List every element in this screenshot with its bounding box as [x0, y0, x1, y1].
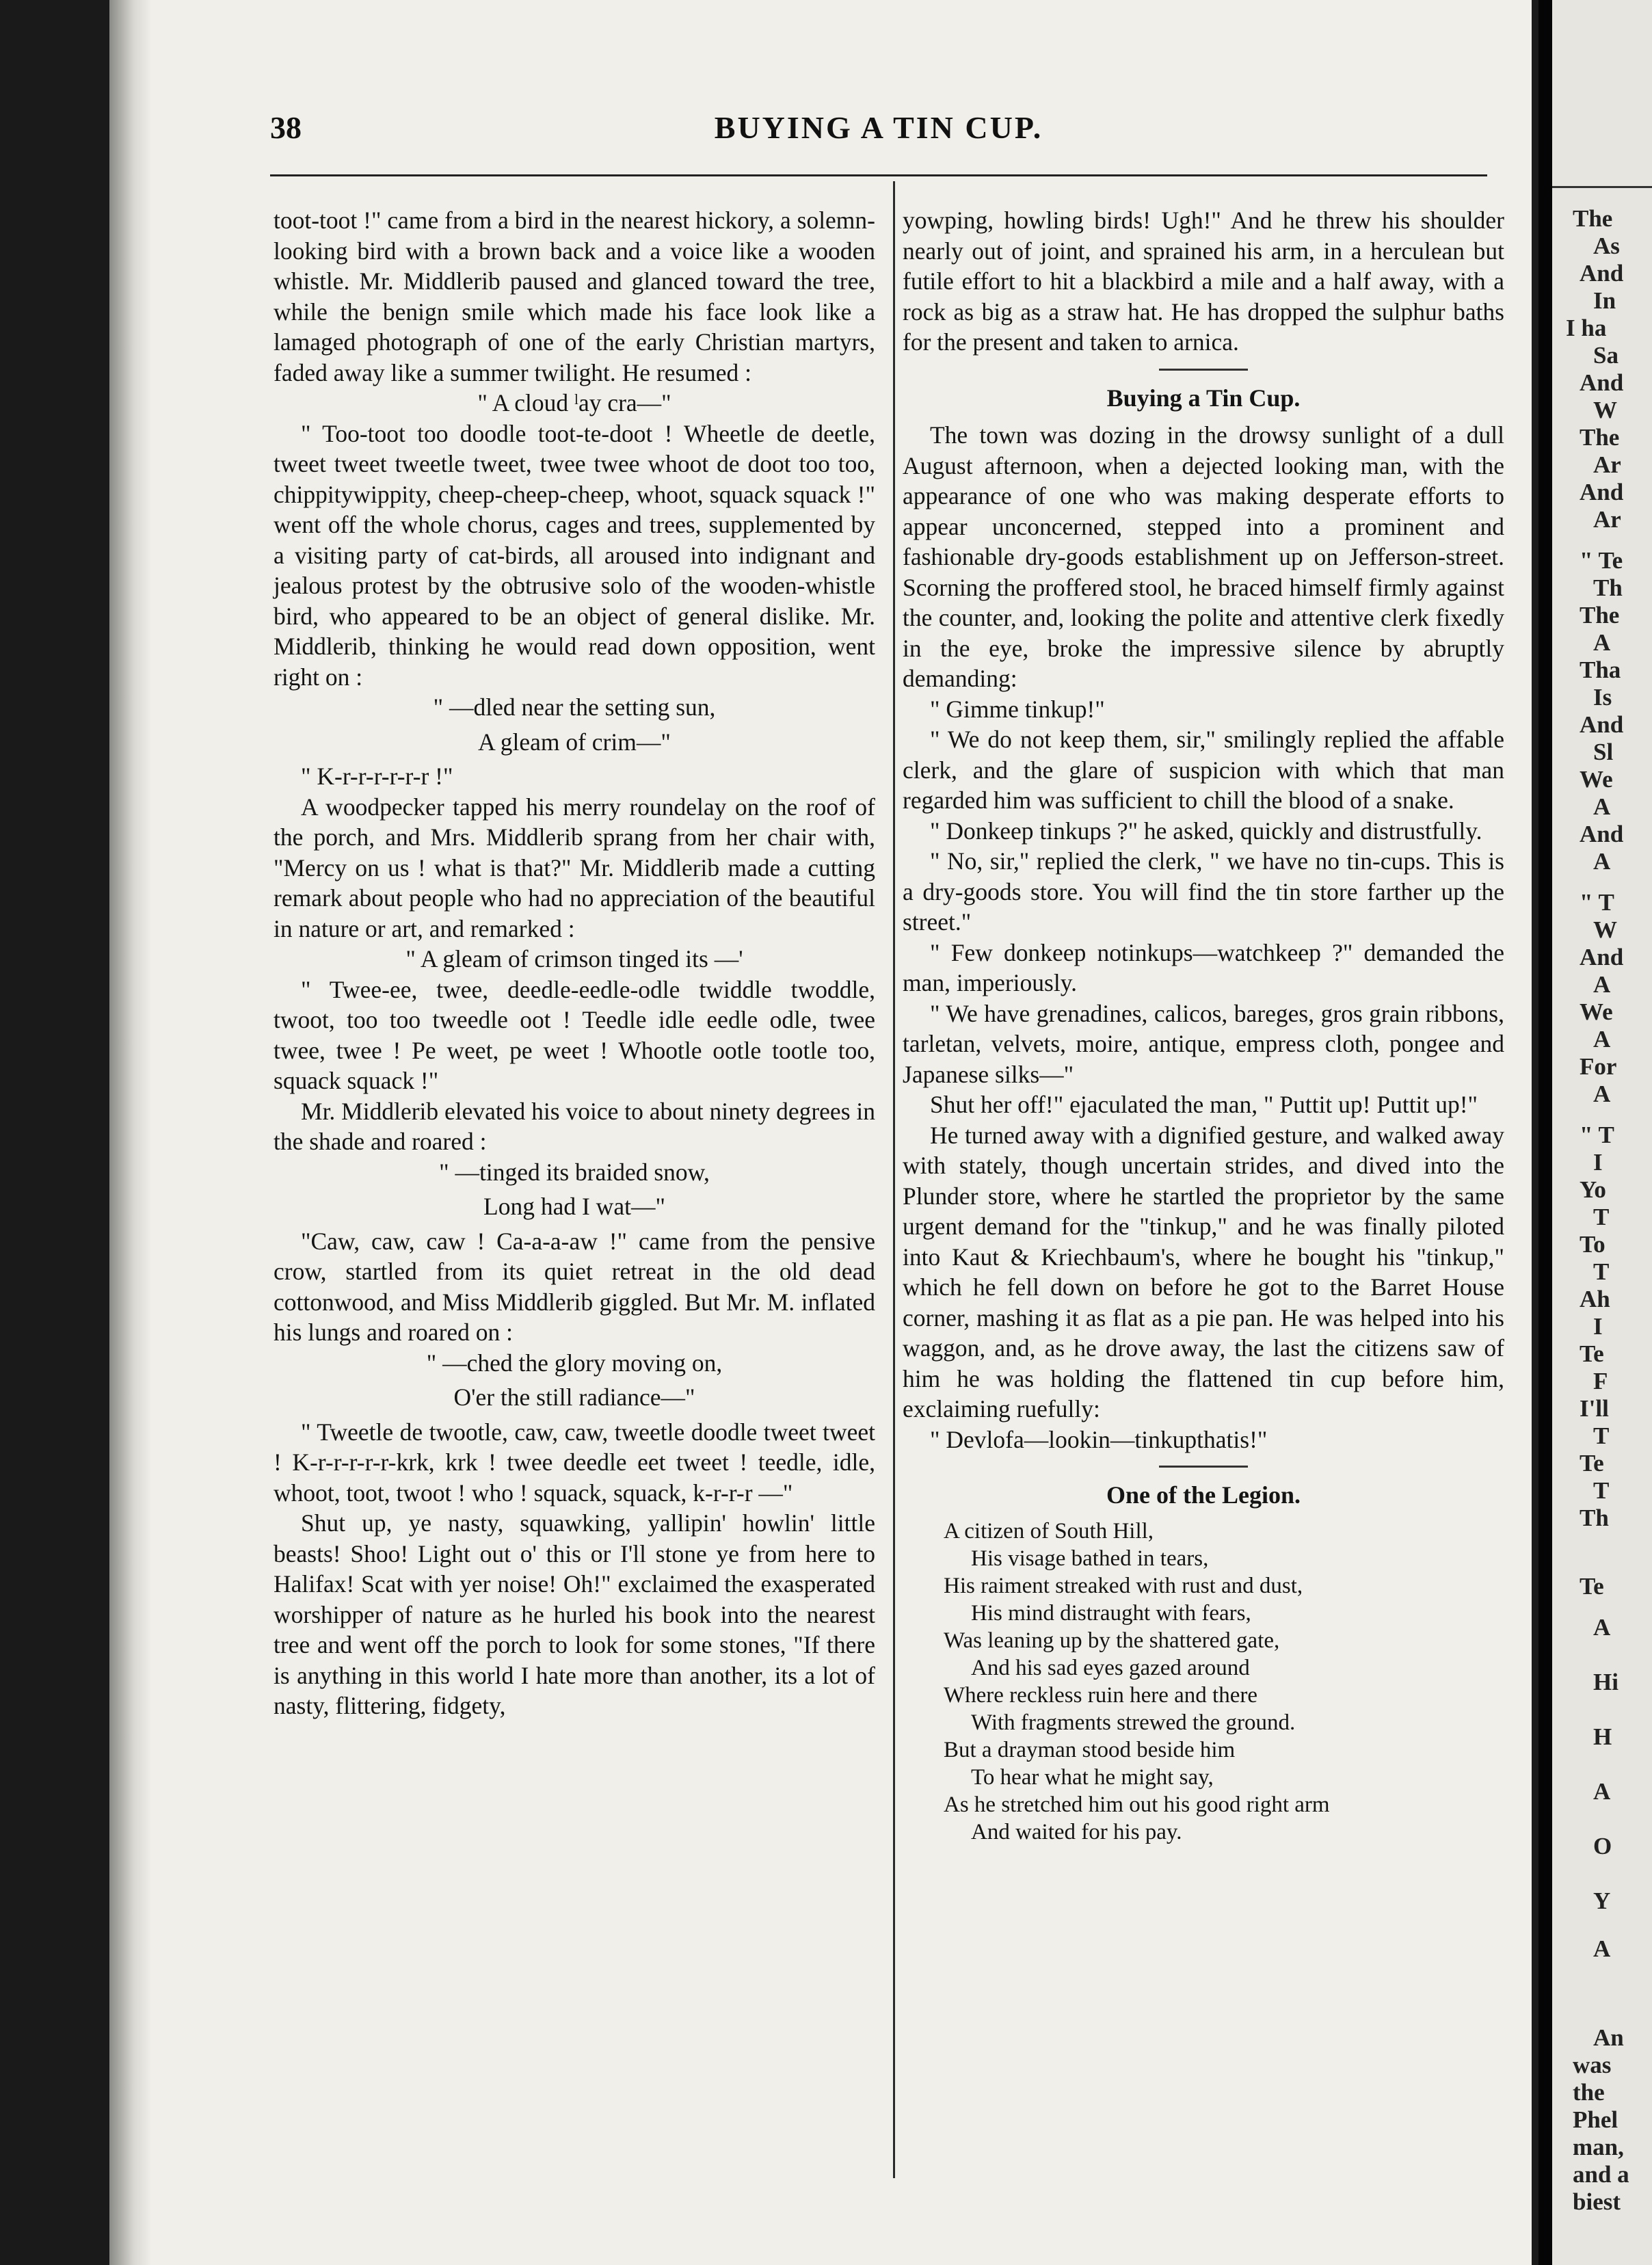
- article-paragraph: He turned away with a dignified gesture, and walked away with stately, though uncertain strides, and dived into the Plunder store, where he startled the proprietor by the same urgent demand for the "tinkup," and he was finally piloted into Kaut & Kriechbaum's, where he bought his "tinkup," which he fell down on before he got to the Barret House corner, mashing it as flat as a pie pan. He was helped into his waggon, and, as he drove away, the last the citizens saw of him he was holding the flattened tin cup before him, exclaiming ruefully:: [903, 1121, 1504, 1422]
- facing-page-fragment: Is: [1593, 684, 1612, 711]
- facing-page-fragment: In: [1593, 287, 1616, 314]
- poem-line: Where reckless ruin here and there: [944, 1682, 1258, 1708]
- article-title: Buying a Tin Cup.: [1106, 384, 1301, 412]
- facing-page-fragment: W: [1593, 397, 1617, 423]
- facing-page-fragment: I: [1593, 1149, 1603, 1176]
- article-paragraph: " Few donkeep notinkups—watchkeep ?" demanded the man, imperiously.: [903, 938, 1504, 996]
- facing-page-fragment: W: [1593, 916, 1617, 943]
- paragraph: " Tweetle de twootle, caw, caw, tweetle doodle tweet tweet ! K-r-r-r-r-r-krk, krk ! twee deedle eet tweet ! teedle, idle, whoot, toot, twoot ! who ! squack, squack, k-r-r-r —": [274, 1418, 875, 1507]
- facing-page-fragment: To: [1580, 1231, 1606, 1258]
- poem-line: With fragments strewed the ground.: [971, 1710, 1296, 1735]
- facing-page-fragment: A: [1593, 1614, 1611, 1641]
- facing-page-fragment: Tha: [1580, 657, 1621, 683]
- facing-page-fragment: I: [1593, 1313, 1603, 1340]
- facing-page-fragment: H: [1593, 1723, 1612, 1750]
- facing-page-fragment: A: [1593, 1081, 1611, 1107]
- facing-page-fragment: Hi: [1593, 1669, 1618, 1695]
- facing-page-fragment: A: [1593, 1935, 1611, 1962]
- facing-page-fragment: For: [1580, 1053, 1617, 1080]
- facing-page-fragment: And: [1580, 260, 1624, 287]
- paragraph: A woodpecker tapped his merry roundelay on the roof of the porch, and Mrs. Middlerib sprang from her chair with, "Mercy on us ! what is that?" Mr. Middlerib made a cutting remark about people who had no appreciation of the beautiful in nature or art, and remarked :: [274, 793, 875, 942]
- paragraph: " Twee-ee, twee, deedle-eedle-odle twiddle twoddle, twoot, too too tweedle oot ! Teedle idle eedle odle, twee twee, twee ! Pe weet, pe weet ! Whootle ootle tootle too, squack squack !": [274, 975, 875, 1094]
- facing-page-fragment: Ar: [1593, 451, 1621, 478]
- paragraph: "Caw, caw, caw ! Ca-a-a-aw !" came from the pensive crow, startled from its quiet retreat in the old dead cottonwood, and Miss Middlerib giggled. But Mr. M. inflated his lungs and roared on :: [274, 1227, 875, 1346]
- facing-page-fragment: Th: [1593, 574, 1623, 601]
- article-paragraph: " Donkeep tinkups ?" he asked, quickly and distrustfully.: [930, 817, 1482, 845]
- facing-page-fragment: As: [1593, 233, 1620, 259]
- paragraph: Long had I wat—": [483, 1193, 665, 1220]
- poem-title: One of the Legion.: [1106, 1481, 1301, 1509]
- facing-page: [1552, 0, 1652, 2265]
- facing-page-fragment: Ah: [1580, 1286, 1610, 1312]
- facing-page-fragment: A: [1593, 971, 1611, 998]
- poem-line: His visage bathed in tears,: [971, 1546, 1209, 1571]
- facing-page-fragment: We: [1580, 766, 1613, 793]
- poem-line: Was leaning up by the shattered gate,: [944, 1628, 1280, 1653]
- facing-page-fragment: T: [1593, 1422, 1610, 1449]
- paragraph: A gleam of crim—": [478, 728, 671, 756]
- facing-page-fragment: The: [1573, 205, 1613, 232]
- facing-page-fragment: biest: [1573, 2188, 1621, 2215]
- paragraph: " —ched the glory moving on,: [426, 1349, 723, 1377]
- facing-page-fragment: A: [1593, 1778, 1611, 1805]
- facing-page-fragment: Y: [1593, 1888, 1611, 1914]
- page-edge: [109, 0, 150, 2265]
- article-body: [903, 420, 1504, 1455]
- paragraph: " —dled near the setting sun,: [433, 693, 716, 721]
- paragraph: " K-r-r-r-r-r-r !": [301, 763, 453, 790]
- paragraph: " —tinged its braided snow,: [439, 1158, 710, 1186]
- left-column: [274, 205, 875, 1721]
- facing-page-fragment: O: [1593, 1833, 1612, 1859]
- poem-line: As he stretched him out his good right arm: [944, 1792, 1330, 1817]
- article-paragraph: " Devlofa—lookin—tinkupthatis!": [930, 1425, 1268, 1453]
- section-rule: [1159, 1466, 1248, 1468]
- facing-page-fragment: We: [1580, 998, 1613, 1025]
- article-paragraph: " We do not keep them, sir," smilingly replied the affable clerk, and the glare of suspicion with which that man regarded him was sufficient to chill the blood of a snake.: [903, 726, 1504, 814]
- facing-page-fragment: Te: [1580, 1450, 1604, 1476]
- facing-page-fragment: The: [1580, 424, 1620, 451]
- facing-page-fragment: " T: [1580, 889, 1614, 916]
- facing-page-fragment: T: [1593, 1204, 1610, 1230]
- paragraph: O'er the still radiance—": [453, 1383, 695, 1411]
- article-paragraph: " Gimme tinkup!": [930, 695, 1105, 723]
- facing-page-rule: [1552, 186, 1652, 188]
- section-rule: [1159, 369, 1248, 371]
- right-column: [903, 205, 1504, 1846]
- facing-page-fragment: The: [1580, 602, 1620, 628]
- paragraph: " A gleam of crimson tinged its —': [405, 945, 743, 972]
- poem-line: And his sad eyes gazed around: [971, 1655, 1250, 1680]
- running-head: [270, 109, 1487, 157]
- paragraph: " Too-toot too doodle toot-te-doot ! Wheetle de deetle, tweet tweet tweetle tweet, twee twee whoot de doot too too, chippitywippity, cheep-cheep-cheep, whoot, squack squack !" went off the whole chorus, cages and trees, supplemented by a visiting party of cat-birds, all aroused into indignant and jealous protest by the obtrusive solo of the wooden-whistle bird, who appeared to be an object of general dislike. Mr. Middlerib, thinking he would read down opposition, went right on :: [274, 419, 875, 691]
- facing-page-fragment: T: [1593, 1477, 1610, 1504]
- facing-page-fragment: A: [1593, 848, 1611, 875]
- poem-line: His raiment streaked with rust and dust,: [944, 1573, 1303, 1598]
- facing-page-fragment: Sa: [1593, 342, 1618, 369]
- facing-page-fragment: A: [1593, 629, 1611, 656]
- continued-paragraph: yowping, howling birds! Ugh!" And he threw his shoulder nearly out of joint, and sprained his arm, in a herculean but futile effort to hit a blackbird a mile and a half away, with a rock as big as a straw hat. He has dropped the sulphur baths for the present and taken to arnica.: [903, 207, 1504, 356]
- article-paragraph: " No, sir," replied the clerk, " we have no tin-cups. This is a dry-goods store. You will find the tin store farther up the street.": [903, 847, 1504, 936]
- facing-page-fragment: man,: [1573, 2134, 1624, 2160]
- facing-page-fragment: A: [1593, 793, 1611, 820]
- poem-line: But a drayman stood beside him: [944, 1737, 1236, 1762]
- facing-page-fragment: and a: [1573, 2161, 1629, 2188]
- facing-page-fragment: I ha: [1566, 315, 1607, 341]
- facing-page-fragment: " T: [1580, 1122, 1614, 1148]
- paragraph: toot-toot !" came from a bird in the nearest hickory, a solemn-looking bird with a brown back and a voice like a wooden whistle. Mr. Middlerib paused and glanced toward the tree, while the benign smile which made his face look like a lamaged photograph of one of the early Christian martyrs, faded away like a summer twilight. He resumed :: [274, 207, 875, 386]
- poem-line: His mind distraught with fears,: [971, 1600, 1251, 1626]
- facing-page-fragment: I'll: [1580, 1395, 1609, 1422]
- facing-page-fragment: the: [1573, 2079, 1605, 2106]
- facing-page-fragment: Te: [1580, 1573, 1604, 1600]
- facing-page-fragment: F: [1593, 1368, 1608, 1394]
- poem-line: To hear what he might say,: [971, 1764, 1214, 1790]
- facing-page-fragment: And: [1580, 821, 1624, 847]
- facing-page-fragment: Te: [1580, 1340, 1604, 1367]
- facing-page-fragment: Sl: [1593, 739, 1614, 765]
- facing-page-fragment: " Te: [1580, 547, 1623, 574]
- paragraph: " A cloud ˡay cra—": [477, 389, 671, 416]
- header-rule: [270, 174, 1487, 176]
- page-number: 38: [270, 110, 302, 145]
- facing-page-fragment: was: [1573, 2052, 1612, 2078]
- poem-line: A citizen of South Hill,: [944, 1518, 1154, 1544]
- paragraph: Shut up, ye nasty, squawking, yallipin' howlin' little beasts! Shoo! Light out o' this or I'll stone ye from here to Halifax! Scat with yer noise! Oh!" exclaimed the exasperated worshipper of nature as he hurled his book into the nearest tree and went off the porch to look for some stones, "If there is anything in this world I hate more than another, its a lot of nasty, flittering, fidgety,: [274, 1509, 875, 1719]
- paragraph: Mr. Middlerib elevated his voice to about ninety degrees in the shade and roared :: [274, 1097, 875, 1155]
- facing-page-fragment: T: [1593, 1258, 1610, 1285]
- article-paragraph: The town was dozing in the drowsy sunlight of a dull August afternoon, when a dejected looking man, with the appearance of one who was making desperate efforts to appear unconcerned, stepped into a prominent and fashionable dry-goods establishment up on Jefferson-street. Scorning the proffered stool, he braced himself firmly against the counter, and, looking the polite and attentive clerk fixedly in the eye, broke the impressive silence by abruptly demanding:: [903, 421, 1504, 692]
- facing-page-fragment: And: [1580, 479, 1624, 505]
- facing-page-fragment: An: [1593, 2024, 1624, 2051]
- book-spine: [1538, 0, 1552, 2265]
- poem-line: And waited for his pay.: [971, 1819, 1182, 1844]
- facing-page-fragment: Th: [1580, 1505, 1609, 1531]
- column-divider: [893, 181, 895, 2178]
- page-title: BUYING A TIN CUP.: [714, 110, 1043, 145]
- facing-page-fragment: A: [1593, 1026, 1611, 1052]
- facing-page-fragment: Phel: [1573, 2106, 1618, 2133]
- article-paragraph: " We have grenadines, calicos, bareges, gros grain ribbons, tarletan, velvets, moire, antique, empress cloth, pongee and Japanese silks—": [903, 999, 1504, 1088]
- poem-body: [944, 1518, 1504, 1846]
- facing-page-fragment: Yo: [1580, 1176, 1606, 1203]
- facing-page-fragment: Ar: [1593, 506, 1621, 533]
- facing-page-fragment: And: [1580, 711, 1624, 738]
- facing-page-fragment: And: [1580, 944, 1624, 970]
- article-paragraph: Shut her off!" ejaculated the man, " Puttit up! Puttit up!": [930, 1091, 1478, 1118]
- facing-page-fragment: And: [1580, 369, 1624, 396]
